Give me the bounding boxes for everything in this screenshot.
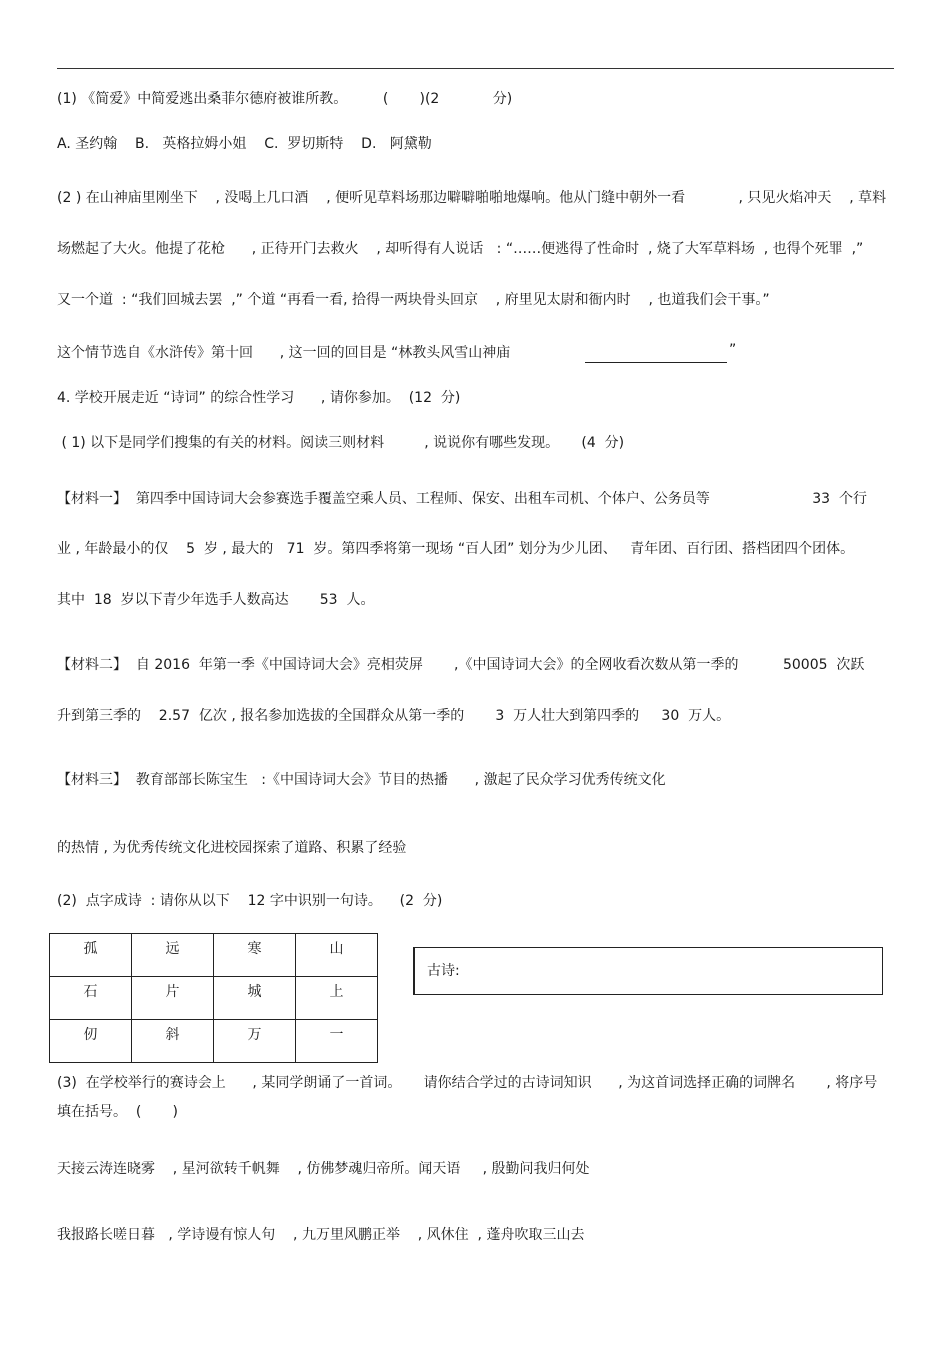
q1-question: (1) 《简爱》中简爱逃出桑菲尔德府被谁所教。 ( )(2 分) bbox=[57, 91, 513, 107]
material-1-line-1: 【材料一】 第四季中国诗词大会参赛选手覆盖空乘人员、工程师、保安、出租车司机、个体户、公务员等 33 个行 bbox=[57, 491, 867, 507]
q4-title: 4. 学校开展走近 “诗词” 的综合性学习 , 请你参加。 (12 分) bbox=[57, 390, 461, 406]
closing-quote: ” bbox=[729, 342, 737, 358]
material-3-line-1: 【材料三】 教育部部长陈宝生 :《中国诗词大会》节目的热播 , 激起了民众学习优秀传统文化 bbox=[57, 772, 666, 788]
grid-cell: 万 bbox=[214, 1020, 296, 1063]
material-1-line-2: 业 , 年龄最小的仅 5 岁 , 最大的 71 岁。第四季将第一现场 “百人团” 划分为少儿团、 青年团、百行团、搭档团四个团体。 bbox=[57, 541, 855, 557]
q2-line-2: 场燃起了大火。他提了花枪 , 正待开门去救火 , 却听得有人说话 : “……便逃得了性命时 , 烧了大军草料场 , 也得个死罪 ,” bbox=[57, 241, 864, 257]
answer-blank-line[interactable] bbox=[585, 362, 727, 363]
grid-cell: 一 bbox=[296, 1020, 378, 1063]
q4-sub3-line-2: 填在括号。 ( ) bbox=[57, 1104, 178, 1120]
q4-sub3-line-1: (3) 在学校举行的赛诗会上 , 某同学朗诵了一首词。 请你结合学过的古诗词知识 , 为这首词选择正确的词牌名 , 将序号 bbox=[57, 1075, 878, 1091]
grid-cell: 远 bbox=[132, 934, 214, 977]
material-2-line-2: 升到第三季的 2.57 亿次 , 报名参加选拔的全国群众从第一季的 3 万人壮大到第四季的 30 万人。 bbox=[57, 708, 731, 724]
grid-cell: 石 bbox=[50, 977, 132, 1020]
poem-answer-box[interactable] bbox=[413, 947, 883, 995]
grid-cell: 山 bbox=[296, 934, 378, 977]
grid-cell: 仞 bbox=[50, 1020, 132, 1063]
grid-cell: 孤 bbox=[50, 934, 132, 977]
grid-row bbox=[50, 934, 378, 977]
poem-line-1: 天接云涛连晓雾 , 星河欲转千帆舞 , 仿佛梦魂归帝所。闻天语 , 殷勤问我归何处 bbox=[57, 1161, 590, 1177]
q2-line-1: (2 ) 在山神庙里刚坐下 , 没喝上几口酒 , 便听见草料场那边噼噼啪啪地爆响。他从门缝中朝外一看 , 只见火焰冲天 , 草料 bbox=[57, 190, 887, 206]
grid-row bbox=[50, 1020, 378, 1063]
material-1-line-3: 其中 18 岁以下青少年选手人数高达 53 人。 bbox=[57, 592, 375, 608]
grid-cell: 寒 bbox=[214, 934, 296, 977]
grid-cell: 上 bbox=[296, 977, 378, 1020]
q1-options: A. 圣约翰 B. 英格拉姆小姐 C. 罗切斯特 D. 阿黛勒 bbox=[57, 136, 432, 152]
material-3-line-2: 的热情 , 为优秀传统文化进校园探索了道路、积累了经验 bbox=[57, 840, 407, 856]
poem-line-2: 我报路长嗟日暮 , 学诗谩有惊人句 , 九万里风鹏正举 , 风休住 , 蓬舟吹取三山去 bbox=[57, 1227, 585, 1243]
q4-sub1: ( 1) 以下是同学们搜集的有关的材料。阅读三则材料 , 说说你有哪些发现。 (4 分) bbox=[57, 435, 625, 451]
material-2-line-1: 【材料二】 自 2016 年第一季《中国诗词大会》亮相荧屏 ,《中国诗词大会》的全网收看次数从第一季的 50005 次跃 bbox=[57, 657, 865, 673]
grid-cell: 城 bbox=[214, 977, 296, 1020]
q4-sub2: (2) 点字成诗 : 请你从以下 12 字中识别一句诗。 (2 分) bbox=[57, 893, 443, 909]
top-rule bbox=[57, 68, 894, 69]
q2-line-3: 又一个道 : “我们回城去罢 ,” 个道 “再看一看, 拾得一两块骨头回京 , 府里见太尉和衙内时 , 也道我们会干事。” bbox=[57, 292, 770, 308]
grid-row bbox=[50, 977, 378, 1020]
grid-cell: 斜 bbox=[132, 1020, 214, 1063]
poem-label: 古诗: bbox=[427, 963, 460, 979]
character-grid bbox=[49, 933, 378, 1063]
grid-cell: 片 bbox=[132, 977, 214, 1020]
q2-line-4: 这个情节选自《水浒传》第十回 , 这一回的回目是 “林教头风雪山神庙 bbox=[57, 345, 511, 361]
